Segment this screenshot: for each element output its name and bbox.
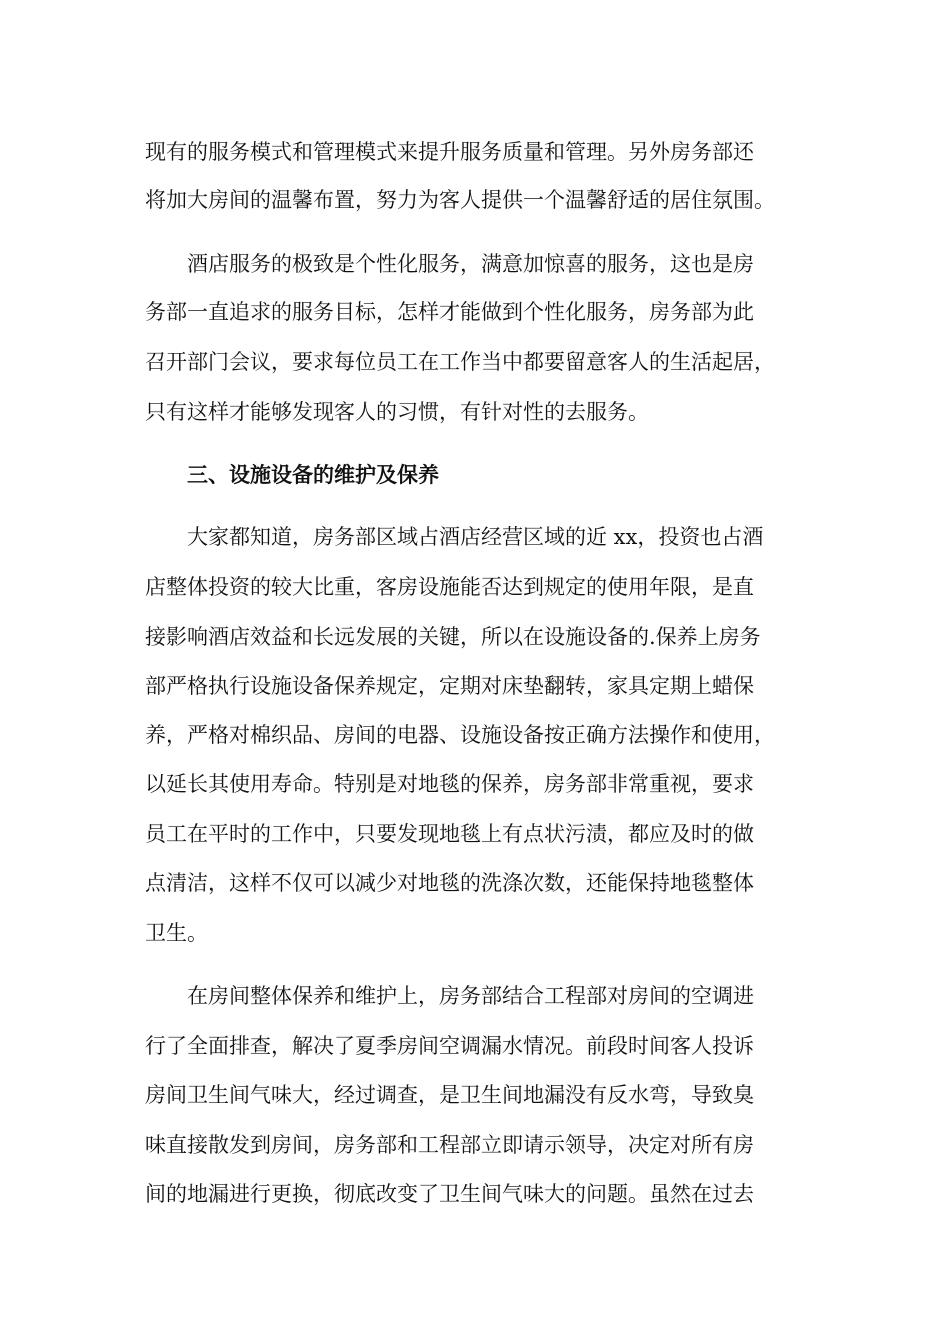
- body-text-line: 在房间整体保养和维护上，房务部结合工程部对房间的空调进: [187, 984, 754, 1008]
- body-text-line: 点清洁，这样不仅可以减少对地毯的洗涤次数，还能保持地毯整体: [145, 871, 754, 895]
- body-text-line: 房间卫生间气味大，经过调查，是卫生间地漏没有反水弯，导致臭: [145, 1083, 754, 1107]
- section-heading: 三、设施设备的维护及保养: [187, 463, 439, 487]
- body-text-line: 员工在平时的工作中，只要发现地毯上有点状污渍，都应及时的做: [145, 822, 754, 846]
- body-text-line: 只有这样才能够发现客人的习惯，有针对性的去服务。: [145, 400, 649, 424]
- body-text-line: 部严格执行设施设备保养规定，定期对床垫翻转，家具定期上蜡保: [145, 674, 754, 698]
- body-text-line: 酒店服务的极致是个性化服务，满意加惊喜的服务，这也是房: [187, 252, 754, 276]
- body-text-line: 接影响酒店效益和长远发展的关键，所以在设施设备的.保养上房务: [145, 625, 761, 649]
- body-text-line: 间的地漏进行更换，彻底改变了卫生间气味大的问题。虽然在过去: [145, 1182, 754, 1206]
- body-text-line: 味直接散发到房间，房务部和工程部立即请示领导，决定对所有房: [145, 1133, 754, 1157]
- body-text-line: 行了全面排查，解决了夏季房间空调漏水情况。前段时间客人投诉: [145, 1034, 754, 1058]
- body-text-line: 大家都知道，房务部区域占酒店经营区域的近 xx，投资也占酒: [187, 525, 764, 549]
- body-text-line: 现有的服务模式和管理模式来提升服务质量和管理。另外房务部还: [145, 140, 754, 164]
- body-text-line: 卫生。: [145, 921, 208, 945]
- body-text-line: 召开部门会议，要求每位员工在工作当中都要留意客人的生活起居，: [145, 350, 775, 374]
- body-text-line: 以延长其使用寿命。特别是对地毯的保养，房务部非常重视，要求: [145, 772, 754, 796]
- body-text-line: 店整体投资的较大比重，客房设施能否达到规定的使用年限，是直: [145, 575, 754, 599]
- body-text-line: 将加大房间的温馨布置，努力为客人提供一个温馨舒适的居住氛围。: [145, 188, 775, 212]
- body-text-line: 养，严格对棉织品、房间的电器、设施设备按正确方法操作和使用，: [145, 723, 775, 747]
- body-text-line: 务部一直追求的服务目标，怎样才能做到个性化服务，房务部为此: [145, 300, 754, 324]
